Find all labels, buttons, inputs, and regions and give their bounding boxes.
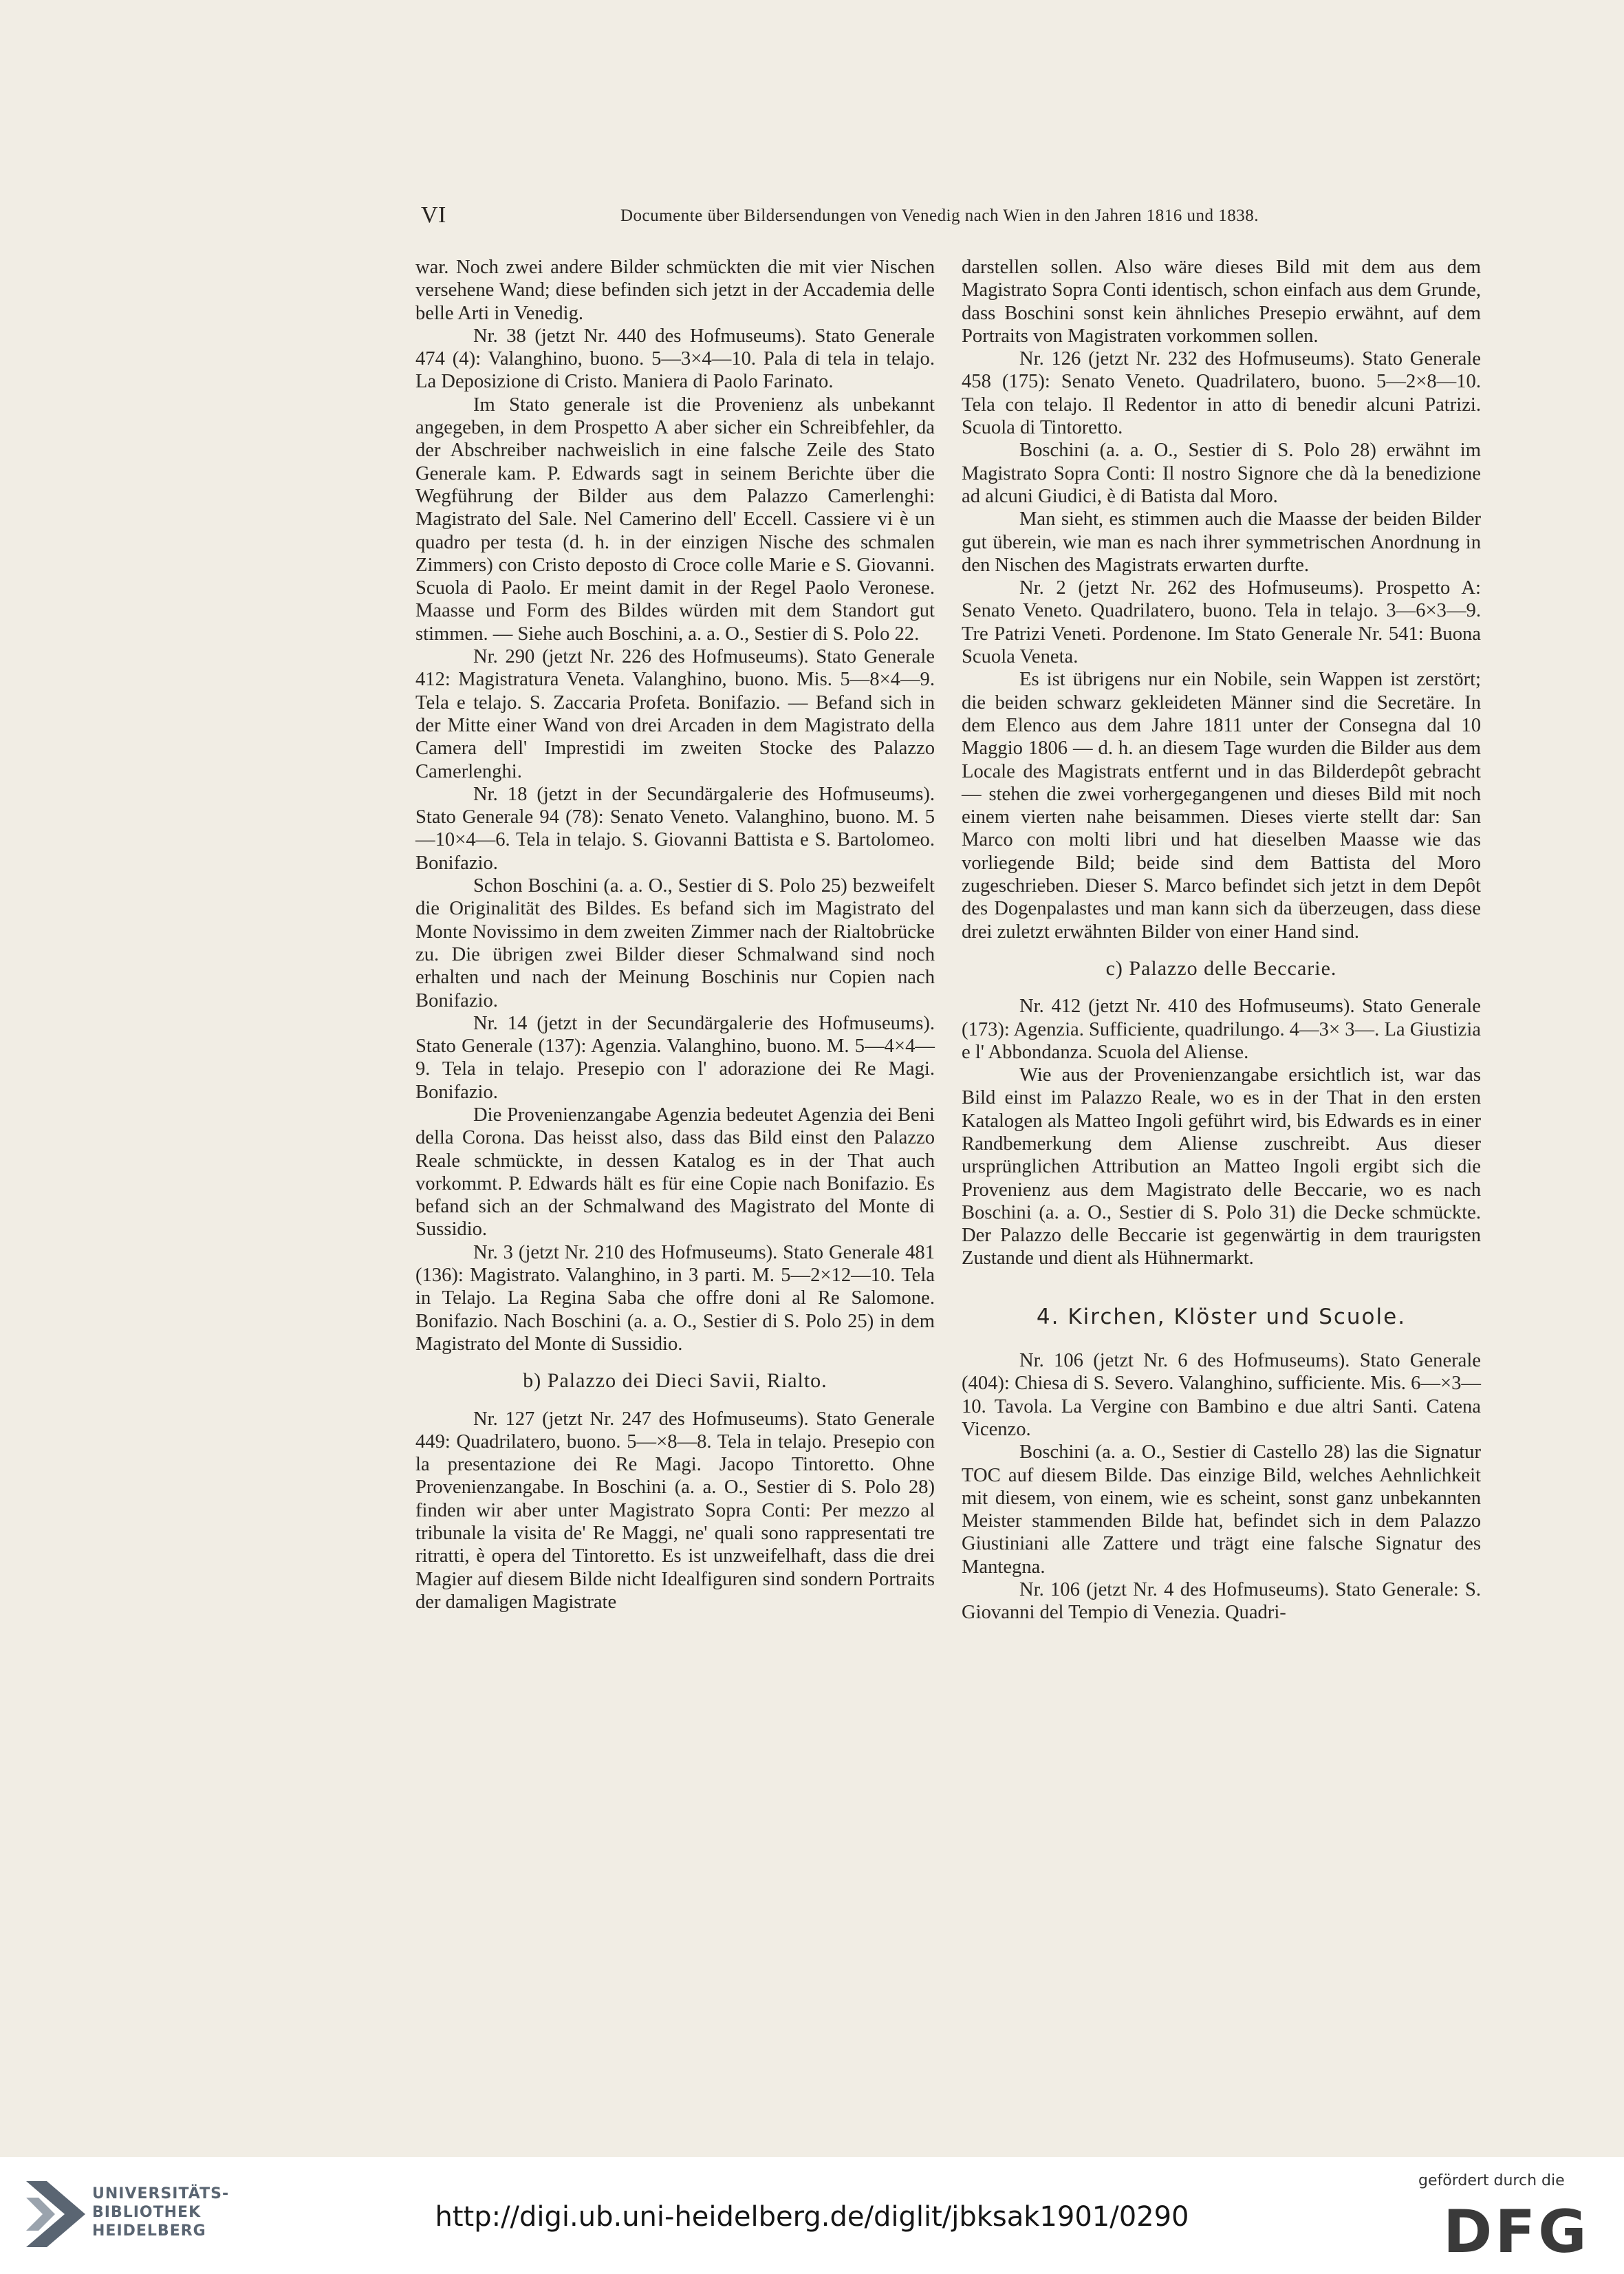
body-paragraph: Es ist übrigens nur ein Nobile, sein Wappen ist zerstört; die beiden schwarz gekleideten Männer sind die Secretäre. In dem Elenco aus dem Jahre 1811 unter der Consegna dal 10 Maggio 1806 — d. h. an diesem Tage wurden die Bilder aus dem Locale des Magistrats entfernt und in das Bilderdepôt gebracht — stehen die zwei vorhergegangenen und dieses Bild mit noch einem vierten nahe beisammen. Dieses vierte stellt dar: San Marco con molti libri und hat dieselben Maasse wie das vorliegende Bild; beide sind dem Battista del Moro zugeschrieben. Dieser S. Marco befindet sich jetzt in dem Depôt des Dogenpalastes und man kann sich da überzeugen, dass diese drei zuletzt erwähnten Bilder von einer Hand sind. xyxy=(962,669,1481,943)
body-paragraph: Die Provenienzangabe Agenzia bedeutet Agenzia dei Beni della Corona. Das heisst also, dass das Bild einst den Palazzo Reale schmückte, in dessen Katalog es in der That auch vorkommt. P. Edwards hält es für eine Copie nach Bonifazio. Es befand sich an der Schmalwand des Magistrato del Monte di Sussidio. xyxy=(415,1104,935,1241)
body-paragraph: Man sieht, es stimmen auch die Maasse der beiden Bilder gut überein, wie man es nach ihrer symmetrischen Anordnung in den Nischen des Magistrats erwarten durfte. xyxy=(962,508,1481,576)
body-paragraph: Schon Boschini (a. a. O., Sestier di S. Polo 25) bezweifelt die Originalität des Bildes. Es befand sich im Magistrato del Monte Novissimo in dem zweiten Zimmer nach der Rialtobrücke zu. Die übrigen zwei Bilder dieser Schmalwand sind noch erhalten und nach der Meinung Boschinis nur Copien nach Bonifazio. xyxy=(415,875,935,1011)
dfg-logo-text: DFG xyxy=(1443,2202,1590,2257)
logo-line: HEIDELBERG xyxy=(92,2222,206,2240)
left-column xyxy=(415,256,935,1613)
body-paragraph: Wie aus der Provenienzangabe ersichtlich ist, war das Bild einst im Palazzo Reale, wo es in der That in den ersten Katalogen als Matteo Ingoli geführt wird, bis Edwards es in einer Randbemerkung dem Aliense zuschreibt. Aus dieser ursprünglichen Attribution an Matteo Ingoli ergibt sich die Provenienz aus dem Magistrato delle Beccarie, wo es nach Boschini (a. a. O., Sestier di S. Polo 31) die Decke schmückte. Der Palazzo delle Beccarie ist gegenwärtig in dem traurigsten Zustande und dient als Hühnermarkt. xyxy=(962,1064,1481,1269)
section-heading: c) Palazzo delle Beccarie. xyxy=(1105,956,1337,980)
footer-bar xyxy=(0,2157,1624,2274)
body-paragraph: Nr. 290 (jetzt Nr. 226 des Hofmuseums). Stato Generale 412: Magistratura Veneta. Valanghino, buono. Mis. 5—8×4—9. Tela e telajo. S. Zaccaria Profeta. Bonifazio. — Befand sich in der Mitte einer Wand von drei Arcaden in dem Magistrato della Camera dell' Imprestidi im zweiten Stocke des Palazzo Camerlenghi. xyxy=(415,646,935,782)
body-paragraph: Nr. 2 (jetzt Nr. 262 des Hofmuseums). Prospetto A: Senato Veneto. Quadrilatero, buono. Tela in telajo. 3—6×3—9. Tre Patrizi Veneti. Pordenone. Im Stato Generale Nr. 541: Buona Scuola Veneta. xyxy=(962,577,1481,668)
body-paragraph: Nr. 14 (jetzt in der Secundärgalerie des Hofmuseums). Stato Generale (137): Agenzia. Valanghino, buono. M. 5—4×4—9. Tela in telajo. Presepio con l' adorazione dei Re Magi. Bonifazio. xyxy=(415,1012,935,1103)
body-paragraph: Im Stato generale ist die Provenienz als unbekannt angegeben, in dem Prospetto A aber sicher ein Schreibfehler, da der Abschreiber nachweislich in eine falsche Zeile des Stato Generale kam. P. Edwards sagt in seinem Berichte über die Wegführung der Bilder aus dem Palazzo Camerlenghi: Magistrato del Sale. Nel Camerino dell' Eccell. Cassiere vi è un quadro per testa (d. h. in der einzigen Nische des schmalen Zimmers) con Cristo deposto di Croce colle Marie e S. Giovanni. Scuola di Paolo. Er meint damit in der Regel Paolo Veronese. Maasse und Form des Bildes würden mit dem Standort gut stimmen. — Siehe auch Boschini, a. a. O., Sestier di S. Polo 22. xyxy=(415,394,935,645)
body-paragraph: war. Noch zwei andere Bilder schmückten die mit vier Nischen versehene Wand; diese befinden sich jetzt in der Accademia delle belle Arti in Venedig. xyxy=(415,257,935,324)
page-number: VI xyxy=(421,202,446,228)
body-paragraph: Nr. 106 (jetzt Nr. 4 des Hofmuseums). Stato Generale: S. Giovanni del Tempio di Venezia. Quadri- xyxy=(962,1579,1481,1624)
permalink-url[interactable]: http://digi.ub.uni-heidelberg.de/diglit/jbksak1901/0290 xyxy=(435,2201,1189,2233)
body-paragraph: Nr. 38 (jetzt Nr. 440 des Hofmuseums). Stato Generale 474 (4): Valanghino, buono. 5—3×4—10. Pala di tela in telajo. La Deposizione di Cristo. Maniera di Paolo Farinato. xyxy=(415,325,935,393)
body-paragraph: Nr. 126 (jetzt Nr. 232 des Hofmuseums). Stato Generale 458 (175): Senato Veneto. Quadrilatero, buono. 5—2×8—10. Tela con telajo. Il Redentor in atto di benedir alcuni Patrizi. Scuola di Tintoretto. xyxy=(962,348,1481,439)
body-paragraph: Nr. 127 (jetzt Nr. 247 des Hofmuseums). Stato Generale 449: Quadrilatero, buono. 5—×8—8. Tela in telajo. Presepio con la presentazione dei Re Magi. Jacopo Tintoretto. Ohne Provenienzangabe. In Boschini (a. a. O., Sestier di S. Polo 28) finden wir aber unter Magistrato Sopra Conti: Per mezzo al tribunale la visita de' Re Maggi, ne' quali sono rappresentati tre ritratti, è opera del Tintoretto. Es ist unzweifelhaft, dass die drei Magier auf diesem Bilde nicht Idealfiguren sind sondern Portraits der damaligen Magistrate xyxy=(415,1408,935,1613)
section-heading: b) Palazzo dei Dieci Savii, Rialto. xyxy=(523,1369,827,1393)
dfg-logo-icon xyxy=(1443,2202,1601,2257)
body-paragraph: Boschini (a. a. O., Sestier di S. Polo 28) erwähnt im Magistrato Sopra Conti: Il nostro Signore che dà la benedizione ad alcuni Giudici, è di Batista dal Moro. xyxy=(962,440,1481,507)
body-paragraph: Nr. 412 (jetzt Nr. 410 des Hofmuseums). Stato Generale (173): Agenzia. Sufficiente, quadrilungo. 4—3× 3—. La Giustizia e l' Abbondanza. Scuola del Aliense. xyxy=(962,996,1481,1063)
funder-label: gefördert durch die xyxy=(1418,2172,1565,2189)
body-paragraph: darstellen sollen. Also wäre dieses Bild mit dem aus dem Magistrato Sopra Conti identisch, schon einfach aus dem Grunde, dass Boschini sonst kein ähnliches Presepio erwähnt, auf dem Portraits von Magistraten vorkommen sollen. xyxy=(962,257,1481,347)
right-column xyxy=(962,256,1481,1624)
logo-line: UNIVERSITÄTS- xyxy=(92,2185,230,2202)
body-paragraph: Nr. 106 (jetzt Nr. 6 des Hofmuseums). Stato Generale (404): Chiesa di S. Severo. Valanghino, sufficiente. Mis. 6—×3—10. Tavola. La Vergine con Bambino e due altri Santi. Catena Vicenzo. xyxy=(962,1350,1481,1440)
body-paragraph: Nr. 18 (jetzt in der Secundärgalerie des Hofmuseums). Stato Generale 94 (78): Senato Veneto. Valanghino, buono. M. 5—10×4—6. Tela in telajo. S. Giovanni Battista e S. Bartolomeo. Bonifazio. xyxy=(415,783,935,874)
body-paragraph: Nr. 3 (jetzt Nr. 210 des Hofmuseums). Stato Generale 481 (136): Magistrato. Valanghino, in 3 parti. M. 5—2×12—10. Tela in Telajo. La Regina Saba che offre doni al Re Salomone. Bonifazio. Nach Boschini (a. a. O., Sestier di S. Polo 25) in dem Magistrato del Monte di Sussidio. xyxy=(415,1241,935,1355)
body-paragraph: Boschini (a. a. O., Sestier di Castello 28) las die Signatur TOC auf diesem Bilde. Das einzige Bild, welches Aehnlichkeit mit diesem, von einem, wie es scheint, sonst ganz unbekannten Meister stammenden Bilde hat, befindet sich in dem Palazzo Giustiniani alle Zattere und trägt eine falsche Signatur des Mantegna. xyxy=(962,1441,1481,1578)
chapter-heading: 4. Kirchen, Klöster und Scuole. xyxy=(1036,1304,1407,1329)
running-title: Documente über Bildersendungen von Venedig nach Wien in den Jahren 1816 und 1838. xyxy=(620,206,1259,225)
logo-line: BIBLIOTHEK xyxy=(92,2204,202,2221)
